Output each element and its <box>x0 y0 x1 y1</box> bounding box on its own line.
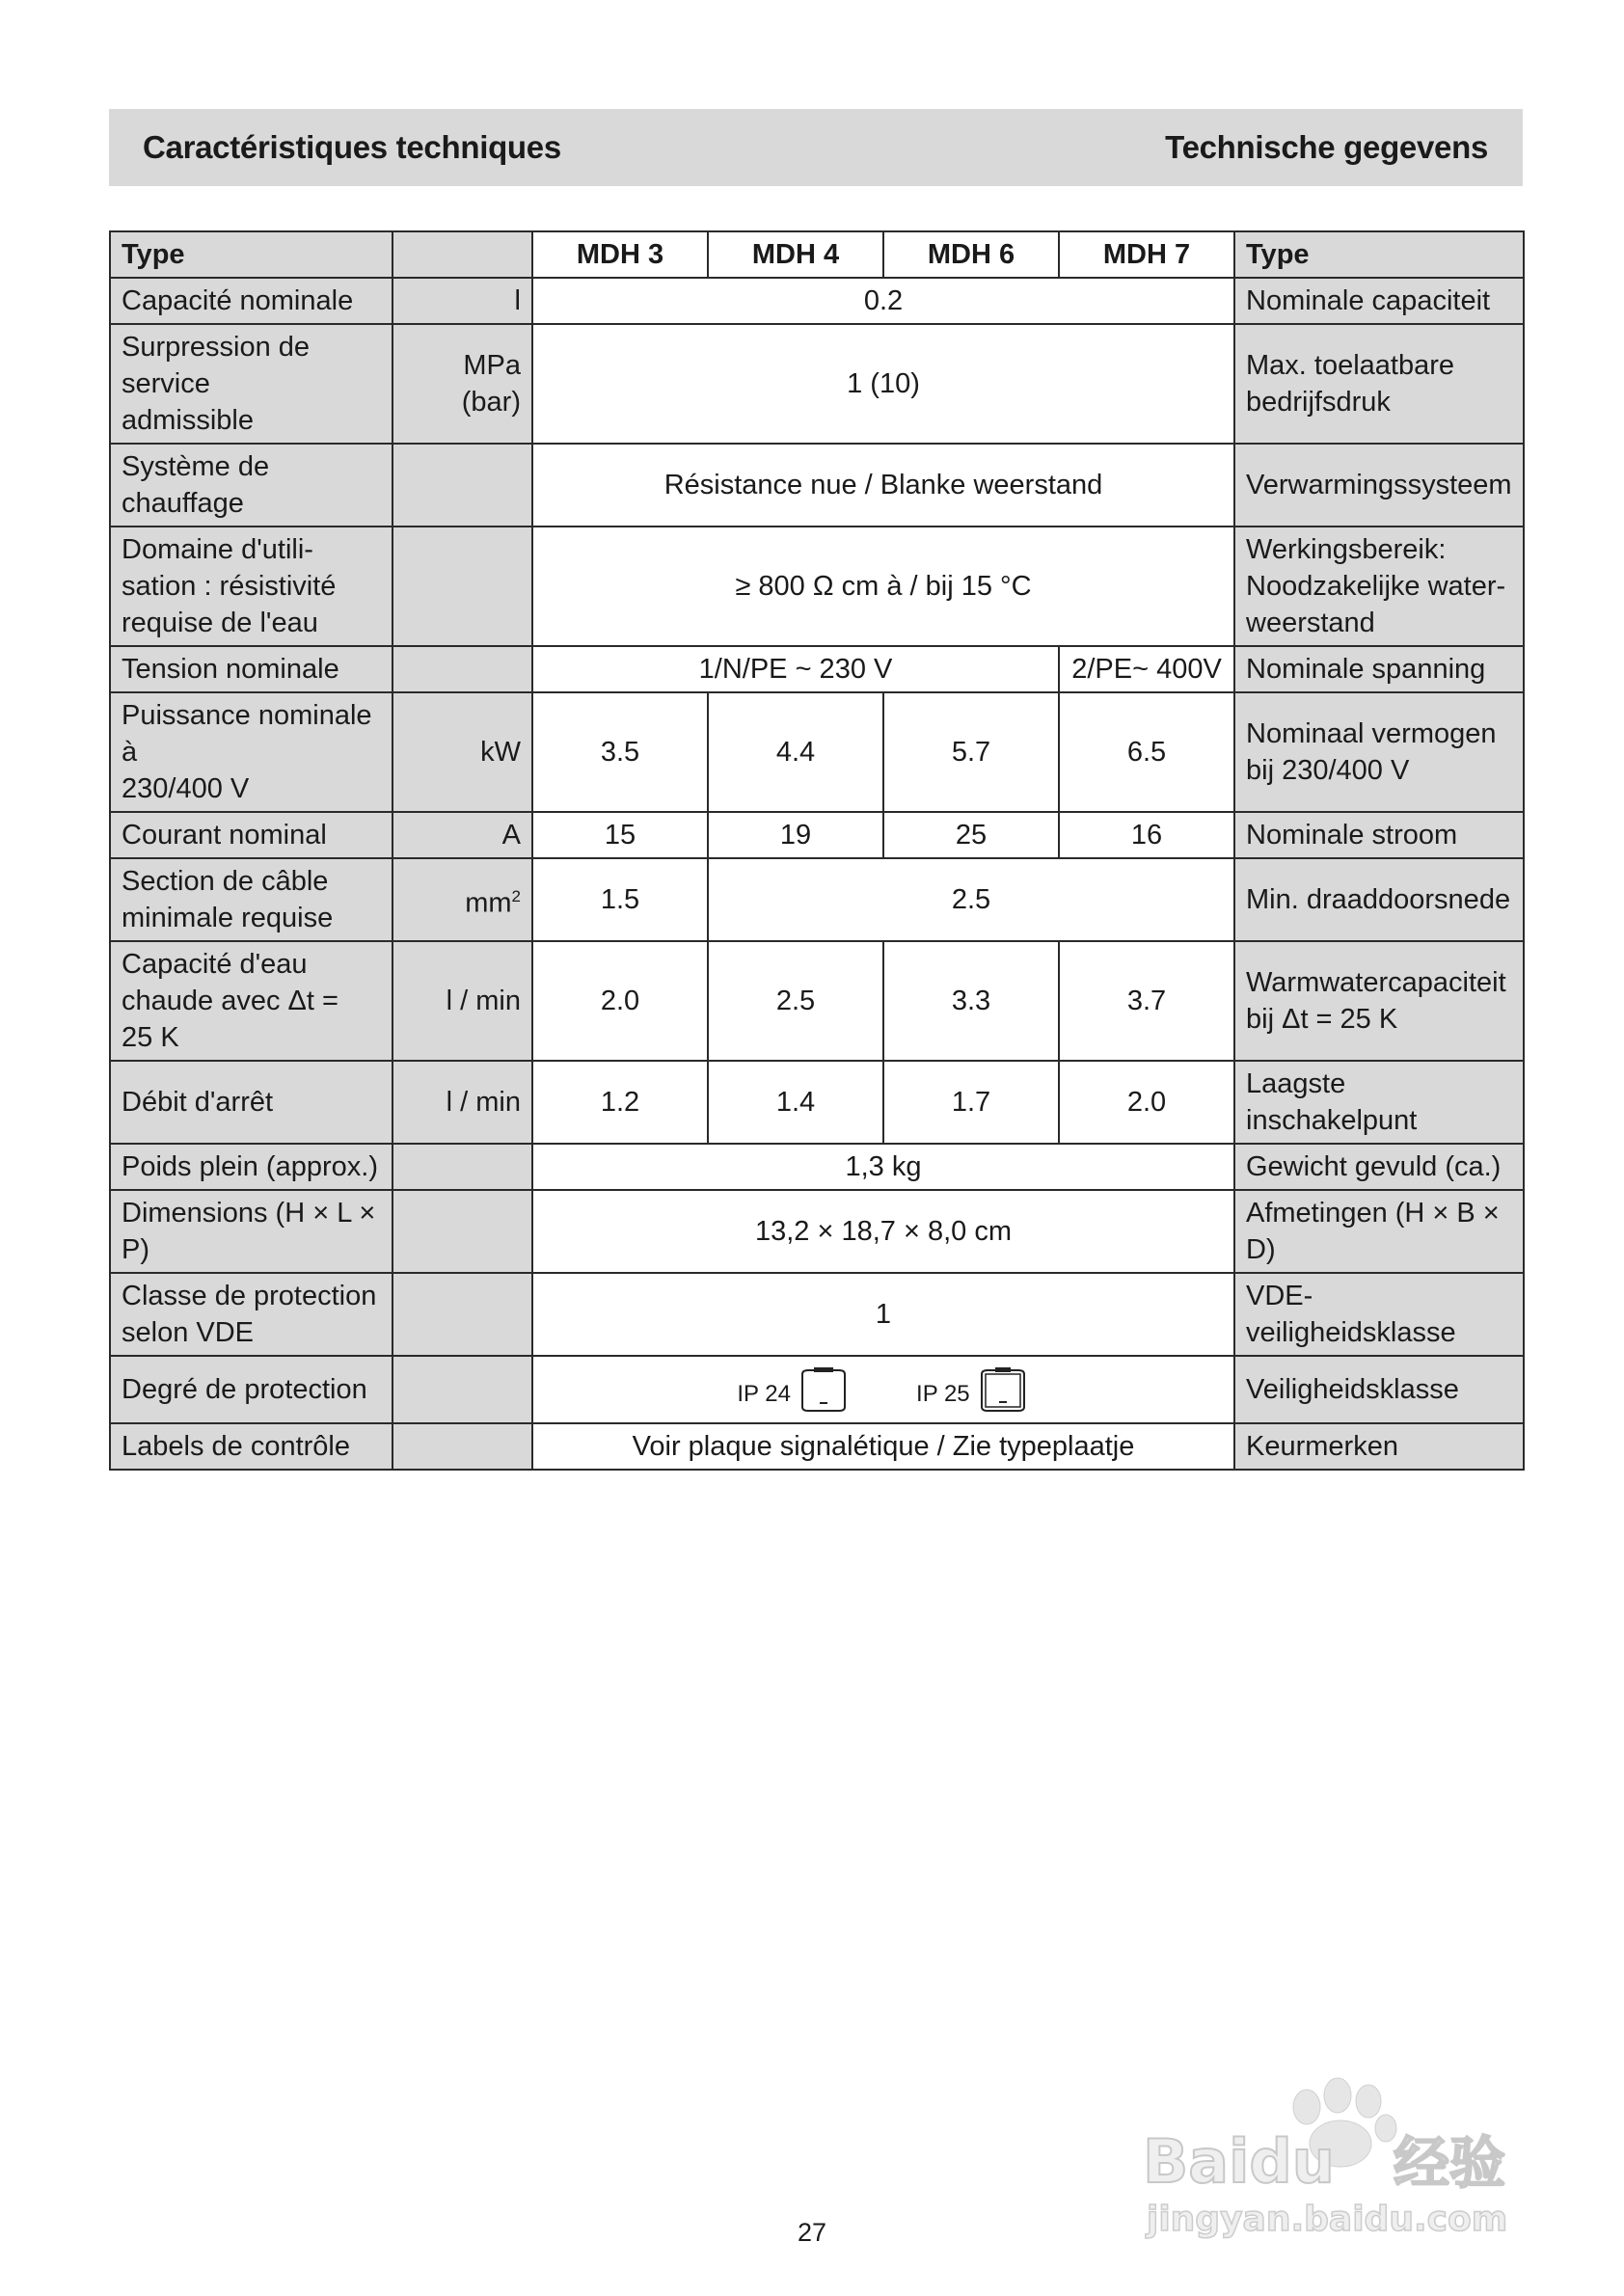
cell-unit: $mm^2$ <box>392 858 532 941</box>
cell-unit-empty <box>392 1190 532 1273</box>
cell-label-fr: Tension nominale <box>110 646 392 692</box>
cell-value-mdh4: 4.4 <box>708 692 883 812</box>
cell-unit-empty <box>392 646 532 692</box>
cell-value-single-phase: 1/N/PE ~ 230 V <box>532 646 1059 692</box>
table-row-dimensions <box>110 1190 1524 1273</box>
table-row-voltage <box>110 646 1524 692</box>
cell-value-mdh6: 1.7 <box>883 1061 1059 1144</box>
cell-unit-empty <box>392 1144 532 1190</box>
ip24-device-icon <box>797 1366 851 1413</box>
cell-unit-empty <box>392 444 532 527</box>
watermark-url: jingyan.baidu.com <box>1147 2200 1508 2239</box>
cell-value-mdh7: 16 <box>1059 812 1234 858</box>
cell-unit: MPa (bar) <box>392 324 532 444</box>
cell-label-nl: Afmetingen (H × B × D) <box>1234 1190 1524 1273</box>
cell-type-nl: Type <box>1234 231 1524 278</box>
cell-label-nl: Laagste inschakelpunt <box>1234 1061 1524 1144</box>
cell-value-mdh4: 1.4 <box>708 1061 883 1144</box>
cell-model-mdh6: MDH 6 <box>883 231 1059 278</box>
cell-label-nl: VDE-veiligheidsklasse <box>1234 1273 1524 1356</box>
header-title-fr: Caractéristiques techniques <box>143 129 561 165</box>
cell-label-fr: Système de chauffage <box>110 444 392 527</box>
table-row-type <box>110 231 1524 278</box>
cell-unit: l <box>392 278 532 324</box>
cell-label-nl: Nominale stroom <box>1234 812 1524 858</box>
cell-value: ≥ 800 Ω cm à / bij 15 °C <box>532 527 1234 646</box>
cell-model-mdh3: MDH 3 <box>532 231 708 278</box>
cell-unit: kW <box>392 692 532 812</box>
cell-value: 1 <box>532 1273 1234 1356</box>
cell-label-nl: Verwarmingssysteem <box>1234 444 1524 527</box>
cell-unit-empty <box>392 231 532 278</box>
cell-value-two-phase: 2/PE~ 400V <box>1059 646 1234 692</box>
cell-label-nl: Warmwatercapaciteit bij Δt = 25 K <box>1234 941 1524 1061</box>
cell-value-mdh3: 2.0 <box>532 941 708 1061</box>
cell-value-mdh3: 1.2 <box>532 1061 708 1144</box>
cell-label-nl: Nominale capaciteit <box>1234 278 1524 324</box>
cell-label-fr: Puissance nominale à 230/400 V <box>110 692 392 812</box>
page-number: 27 <box>797 2218 827 2247</box>
cell-type-fr: Type <box>110 231 392 278</box>
cell-label-fr: Dimensions (H × L × P) <box>110 1190 392 1273</box>
cell-value: Résistance nue / Blanke weerstand <box>532 444 1234 527</box>
section-header <box>109 109 1523 186</box>
cell-label-nl: Werkingsbereik: Noodzakelijke water- weerstand <box>1234 527 1524 646</box>
cell-label-fr: Courant nominal <box>110 812 392 858</box>
cell-value-mdh3: 1.5 <box>532 858 708 941</box>
ip24-rating: IP 24 <box>737 1366 851 1413</box>
header-title-nl: Technische gegevens <box>1165 129 1488 165</box>
table-row-labels <box>110 1423 1524 1470</box>
cell-label-nl: Nominaal vermogen bij 230/400 V <box>1234 692 1524 812</box>
table-row-hot-water <box>110 941 1524 1061</box>
table-row-ip <box>110 1356 1524 1423</box>
cell-value <box>532 1356 1234 1423</box>
table-row-current <box>110 812 1524 858</box>
cell-label-fr: Capacité d'eau chaude avec Δt = 25 K <box>110 941 392 1061</box>
cell-value-mdh6: 5.7 <box>883 692 1059 812</box>
table-row-range <box>110 527 1524 646</box>
table-row-heating <box>110 444 1524 527</box>
cell-label-fr: Surpression de service admissible <box>110 324 392 444</box>
ip25-device-icon <box>976 1366 1030 1413</box>
cell-value-mdh4: 19 <box>708 812 883 858</box>
cell-label-fr: Classe de protection selon VDE <box>110 1273 392 1356</box>
cell-unit: l / min <box>392 1061 532 1144</box>
cell-value: 13,2 × 18,7 × 8,0 cm <box>532 1190 1234 1273</box>
cell-unit-empty <box>392 527 532 646</box>
cell-label-nl: Max. toelaatbare bedrijfsdruk <box>1234 324 1524 444</box>
cell-label-fr: Débit d'arrêt <box>110 1061 392 1144</box>
table-row-power <box>110 692 1524 812</box>
cell-value-mdh7: 6.5 <box>1059 692 1234 812</box>
cell-label-fr: Poids plein (approx.) <box>110 1144 392 1190</box>
cell-label-fr: Labels de contrôle <box>110 1423 392 1470</box>
cell-label-fr: Section de câble minimale requise <box>110 858 392 941</box>
cell-label-fr: Degré de protection <box>110 1356 392 1423</box>
cell-value-mdh6: 3.3 <box>883 941 1059 1061</box>
cell-value-mdh3: 15 <box>532 812 708 858</box>
cell-unit-empty <box>392 1423 532 1470</box>
ip25-rating: IP 25 <box>916 1366 1030 1413</box>
cell-unit-empty <box>392 1273 532 1356</box>
table-row-pressure <box>110 324 1524 444</box>
table-row-cable <box>110 858 1524 941</box>
cell-value-mdh3: 3.5 <box>532 692 708 812</box>
baidu-jingyan-watermark <box>1133 2068 1538 2242</box>
cell-model-mdh4: MDH 4 <box>708 231 883 278</box>
cell-value-mdh4: 2.5 <box>708 941 883 1061</box>
cell-model-mdh7: MDH 7 <box>1059 231 1234 278</box>
watermark-brand: Baidu <box>1143 2126 1335 2197</box>
table-row-weight <box>110 1144 1524 1190</box>
cell-value: 1 (10) <box>532 324 1234 444</box>
cell-value-mdh4-7: 2.5 <box>708 858 1234 941</box>
cell-label-fr: Capacité nominale <box>110 278 392 324</box>
cell-label-fr: Domaine d'utili- sation : résistivité requise de l'eau <box>110 527 392 646</box>
cell-label-nl: Min. draaddoorsnede <box>1234 858 1524 941</box>
cell-value: 0.2 <box>532 278 1234 324</box>
cell-label-nl: Nominale spanning <box>1234 646 1524 692</box>
watermark-cjk: 经验 <box>1394 2130 1506 2196</box>
cell-value-mdh7: 2.0 <box>1059 1061 1234 1144</box>
cell-label-nl: Keurmerken <box>1234 1423 1524 1470</box>
cell-value-mdh6: 25 <box>883 812 1059 858</box>
cell-unit-empty <box>392 1356 532 1423</box>
table-row-vde <box>110 1273 1524 1356</box>
cell-unit: A <box>392 812 532 858</box>
cell-value: 1,3 kg <box>532 1144 1234 1190</box>
cell-label-nl: Veiligheidsklasse <box>1234 1356 1524 1423</box>
cell-value-mdh7: 3.7 <box>1059 941 1234 1061</box>
table-row-cutoff <box>110 1061 1524 1144</box>
table-row-capacity <box>110 278 1524 324</box>
cell-label-nl: Gewicht gevuld (ca.) <box>1234 1144 1524 1190</box>
cell-unit: l / min <box>392 941 532 1061</box>
technical-data-table <box>109 230 1525 1471</box>
cell-value: Voir plaque signalétique / Zie typeplaatje <box>532 1423 1234 1470</box>
